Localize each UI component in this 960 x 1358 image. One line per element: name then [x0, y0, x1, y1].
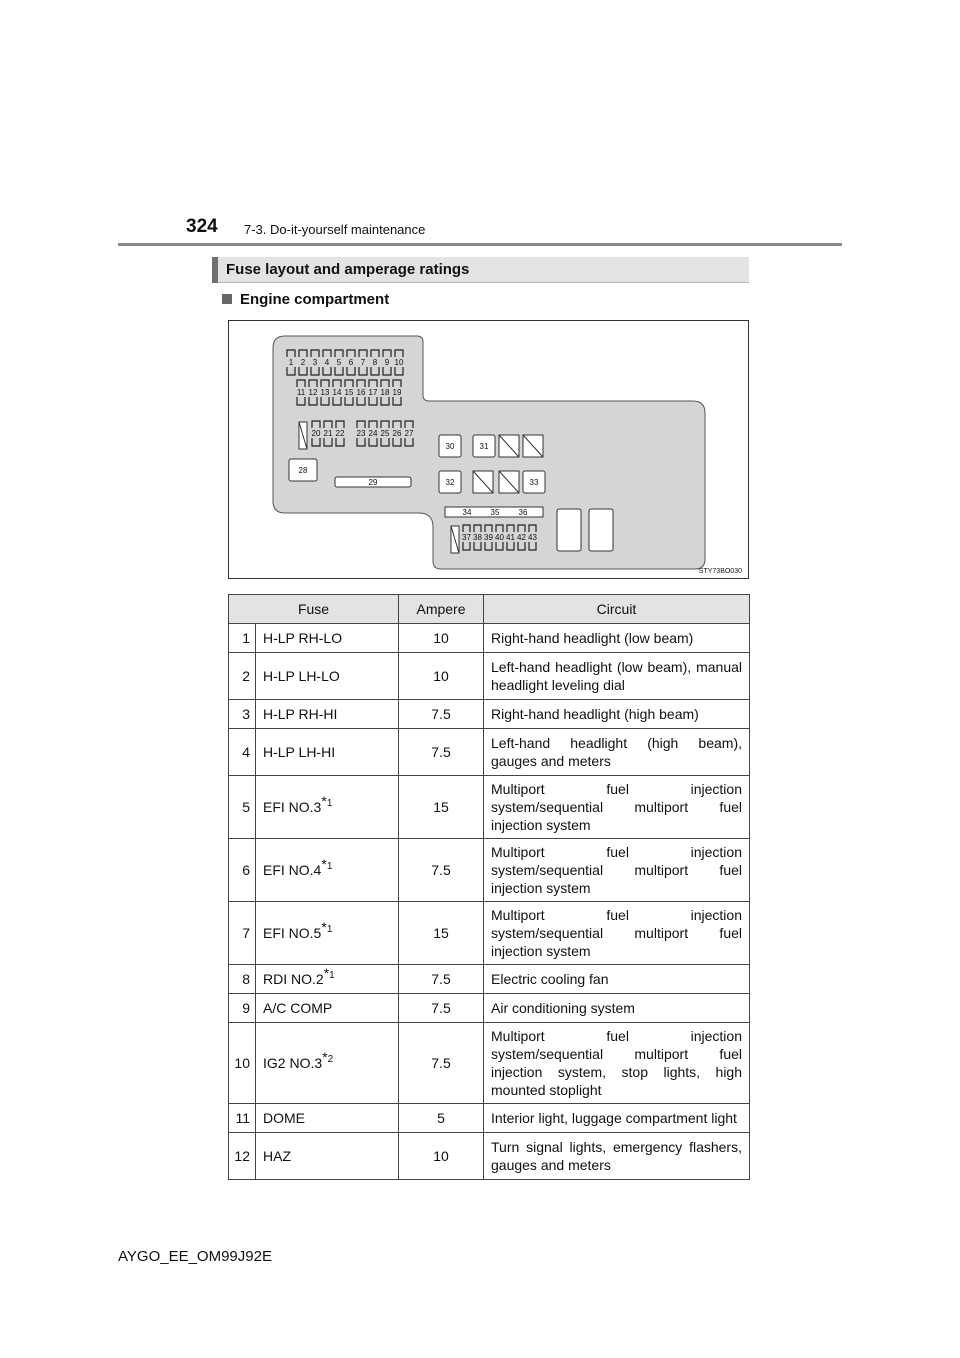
fuse-circuit: Turn signal lights, emergency flashers, gauges and meters	[484, 1133, 750, 1180]
section-title: 7-3. Do-it-yourself maintenance	[244, 222, 426, 237]
fuse-label: 21	[323, 429, 333, 438]
large-relay	[589, 509, 613, 551]
fuse-label: 41	[506, 533, 515, 542]
fuse-name: IG2 NO.3	[263, 1055, 323, 1071]
fuse-ampere: 10	[399, 1133, 484, 1180]
footnote-number: 1	[326, 798, 333, 810]
fuse-ampere: 5	[399, 1104, 484, 1133]
fuse-name-cell	[256, 624, 399, 653]
footnote-marker: *1	[321, 856, 333, 873]
fuse-name: DOME	[263, 1110, 305, 1126]
fuse-number: 9	[229, 994, 256, 1023]
fuse-label: 5	[336, 358, 342, 367]
large-fuse-label: 28	[298, 466, 308, 475]
table-row	[229, 1133, 750, 1180]
fuse-label: 11	[296, 388, 306, 397]
footnote-number: 2	[327, 1054, 334, 1066]
fuse-circuit: Multiport fuel injection system/sequential multiport fuel injection system, stop lights, high mounted stoplight	[484, 1023, 750, 1104]
fuse-label: 43	[528, 533, 537, 542]
fuse-circuit: Multiport fuel injection system/sequential multiport fuel injection system	[484, 839, 750, 902]
strip-label: 36	[518, 508, 528, 517]
footnote-marker: *2	[322, 1049, 334, 1066]
fuse-name: EFI NO.5	[263, 925, 322, 941]
subheading-text: Engine compartment	[240, 291, 390, 308]
footnote-marker: *1	[323, 965, 335, 982]
fuse-circuit: Electric cooling fan	[484, 965, 750, 994]
fuse-label: 16	[356, 388, 366, 397]
fuse-label: 6	[348, 358, 354, 367]
header-rule	[118, 243, 842, 246]
fuse-number: 6	[229, 839, 256, 902]
fuse-name-cell	[256, 839, 399, 902]
table-row	[229, 839, 750, 902]
fuse-label: 25	[380, 429, 390, 438]
fuse-number: 3	[229, 700, 256, 729]
fuse-label: 3	[312, 358, 318, 367]
footnote-marker: *1	[321, 793, 333, 810]
fuse-label: 42	[517, 533, 526, 542]
fuse-number: 5	[229, 776, 256, 839]
table-row	[229, 776, 750, 839]
fuse-label: 38	[473, 533, 482, 542]
fuse-ampere: 7.5	[399, 729, 484, 776]
large-fuse-label: 32	[445, 478, 455, 487]
fuse-name: EFI NO.4	[263, 862, 322, 878]
fuse-number: 11	[229, 1104, 256, 1133]
fuse-name-cell	[256, 1104, 399, 1133]
fuse-circuit: Left-hand headlight (high beam), gauges and meters	[484, 729, 750, 776]
fuse-label: 13	[320, 388, 330, 397]
footnote-number: 1	[329, 970, 335, 982]
fuse-name: H-LP RH-HI	[263, 706, 338, 722]
footer-code: AYGO_EE_OM99J92E	[118, 1248, 272, 1265]
fuse-label: 18	[380, 388, 390, 397]
heading-accent	[212, 257, 218, 283]
fuse-label: 4	[324, 358, 330, 367]
large-fuse-label: 30	[445, 442, 455, 451]
fuse-box-drawing	[229, 321, 750, 580]
fuse-name-cell	[256, 994, 399, 1023]
fuse-label: 15	[344, 388, 354, 397]
table-row	[229, 1023, 750, 1104]
fuse-circuit: Interior light, luggage compartment light	[484, 1104, 750, 1133]
square-bullet-icon	[222, 294, 232, 304]
fuse-name: RDI NO.2	[263, 971, 324, 987]
fuse-number: 10	[229, 1023, 256, 1104]
fuse-label: 9	[384, 358, 390, 367]
strip-label: 35	[490, 508, 500, 517]
page-number: 324	[186, 216, 218, 237]
footnote-number: 1	[326, 924, 333, 936]
fuse-ampere: 7.5	[399, 1023, 484, 1104]
fuse-circuit: Left-hand headlight (low beam), manual headlight leveling dial	[484, 653, 750, 700]
fuse-label: 12	[308, 388, 318, 397]
fuse-circuit: Multiport fuel injection system/sequential multiport fuel injection system	[484, 776, 750, 839]
table-row	[229, 965, 750, 994]
fuse-number: 7	[229, 902, 256, 965]
fuse-circuit: Air conditioning system	[484, 994, 750, 1023]
fuse-label: 2	[300, 358, 306, 367]
fuse-circuit: Multiport fuel injection system/sequential multiport fuel injection system	[484, 902, 750, 965]
table-row	[229, 994, 750, 1023]
fuse-ampere: 7.5	[399, 994, 484, 1023]
table-header-row	[229, 595, 750, 624]
diagram-code: STY73BO030	[698, 568, 742, 575]
table-row	[229, 902, 750, 965]
table-row	[229, 729, 750, 776]
table-row	[229, 1104, 750, 1133]
fuse-ampere: 15	[399, 776, 484, 839]
fuse-label: 14	[332, 388, 342, 397]
fuse-name-cell	[256, 776, 399, 839]
fuse-ampere: 7.5	[399, 839, 484, 902]
fuse-ampere: 7.5	[399, 700, 484, 729]
large-fuse-label: 33	[529, 478, 539, 487]
fuse-number: 1	[229, 624, 256, 653]
large-fuse-label: 31	[479, 442, 489, 451]
fuse-label: 39	[484, 533, 493, 542]
strip-label: 34	[462, 508, 472, 517]
fuse-number: 12	[229, 1133, 256, 1180]
fuse-name: HAZ	[263, 1148, 291, 1164]
fuse-number: 2	[229, 653, 256, 700]
fuse-label: 22	[335, 429, 345, 438]
fuse-ampere: 10	[399, 624, 484, 653]
footnote-marker: *1	[321, 919, 333, 936]
fuse-table	[228, 594, 750, 1180]
fuse-label: 10	[394, 358, 404, 367]
fuse-name: H-LP RH-LO	[263, 630, 343, 646]
fuse-label: 20	[311, 429, 321, 438]
subheading	[222, 291, 389, 308]
fuse-name-cell	[256, 1133, 399, 1180]
header-ampere: Ampere	[399, 595, 484, 624]
footnote-number: 1	[326, 861, 333, 873]
fuse-name-cell	[256, 965, 399, 994]
fuse-label: 37	[462, 533, 471, 542]
fuse-box-diagram	[228, 320, 749, 579]
fuse-name: EFI NO.3	[263, 799, 322, 815]
fuse-name-cell	[256, 729, 399, 776]
fuse-circuit: Right-hand headlight (low beam)	[484, 624, 750, 653]
fuse-label: 19	[392, 388, 402, 397]
fuse-label: 23	[356, 429, 366, 438]
fuse-label: 24	[368, 429, 378, 438]
fuse-name: A/C COMP	[263, 1000, 333, 1016]
fuse-number: 4	[229, 729, 256, 776]
large-relay	[557, 509, 581, 551]
fuse-label: 17	[368, 388, 378, 397]
heading-text: Fuse layout and amperage ratings	[226, 261, 470, 278]
fuse-label: 1	[288, 358, 294, 367]
fuse-ampere: 15	[399, 902, 484, 965]
fuse-label: 26	[392, 429, 402, 438]
header-circuit: Circuit	[484, 595, 750, 624]
fuse-label: 7	[360, 358, 366, 367]
fuse-label: 27	[404, 429, 414, 438]
fuse-label: 40	[495, 533, 504, 542]
fuse-name: H-LP LH-HI	[263, 744, 336, 760]
fuse-ampere: 7.5	[399, 965, 484, 994]
fuse-label: 8	[372, 358, 378, 367]
fuse-name: H-LP LH-LO	[263, 668, 340, 684]
fuse-circuit: Right-hand headlight (high beam)	[484, 700, 750, 729]
fuse-ampere: 10	[399, 653, 484, 700]
table-row	[229, 700, 750, 729]
large-fuse-label: 29	[368, 478, 378, 487]
heading-bar	[212, 257, 749, 283]
table-row	[229, 624, 750, 653]
fuse-name-cell	[256, 902, 399, 965]
table-row	[229, 653, 750, 700]
fuse-name-cell	[256, 1023, 399, 1104]
header-fuse: Fuse	[229, 595, 399, 624]
fuse-name-cell	[256, 653, 399, 700]
fuse-name-cell	[256, 700, 399, 729]
fuse-number: 8	[229, 965, 256, 994]
